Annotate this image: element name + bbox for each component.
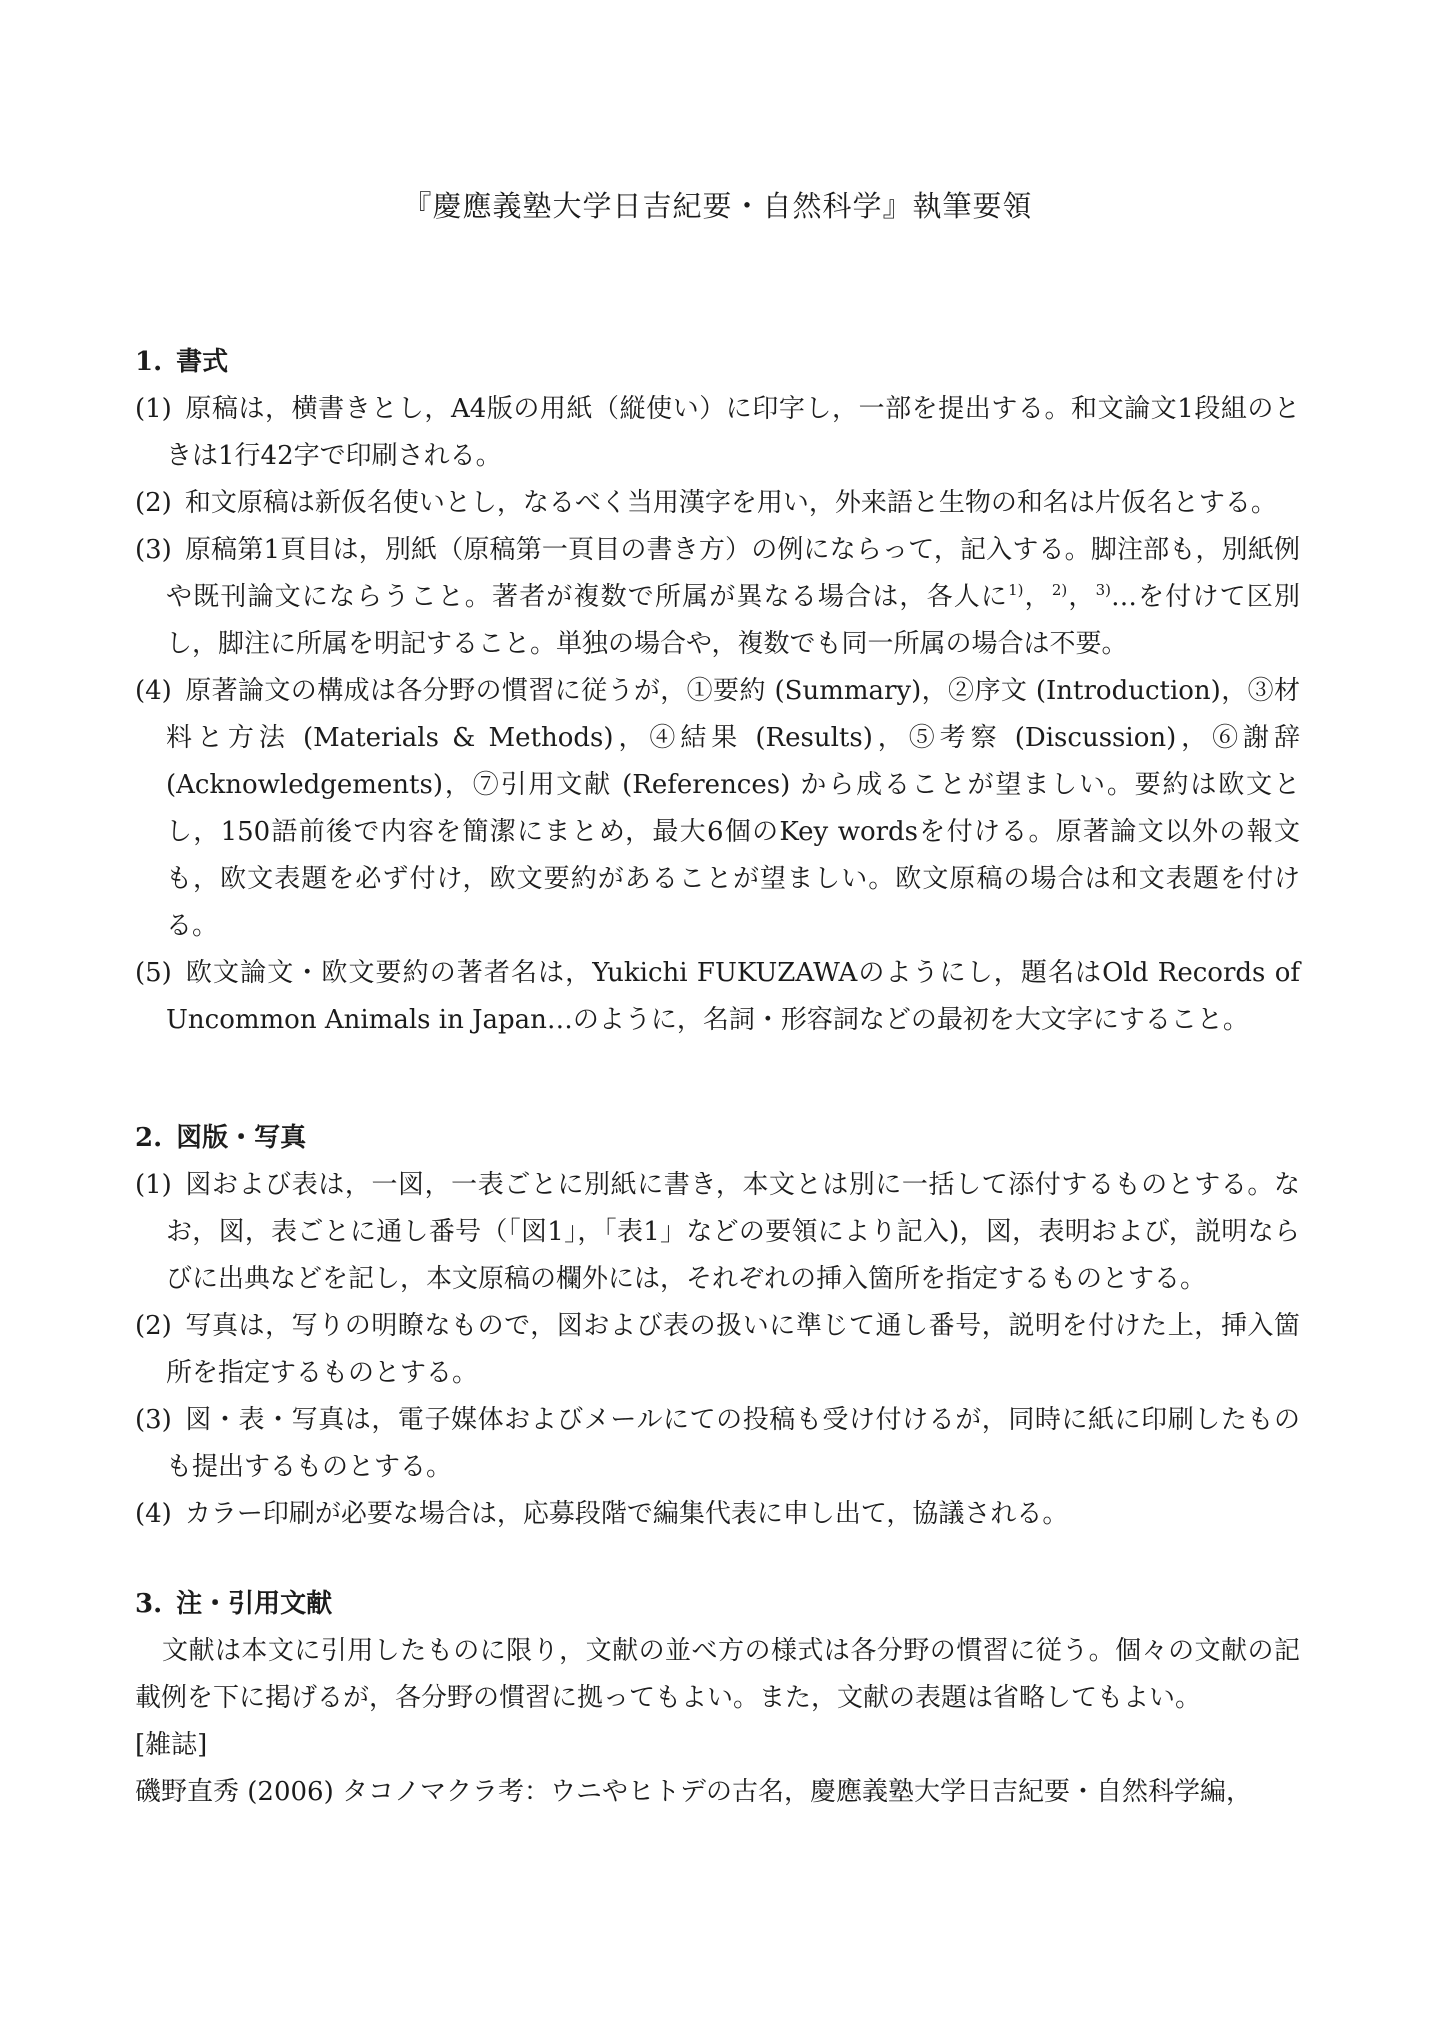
list-item	[135, 1303, 1300, 1397]
item-text: 欧文論文・欧文要約の著者名は，Yukichi FUKUZAWAのようにし，題名はOld Records of Uncommon Animals in Japan…のように，名詞・形容詞などの最初を大文字にすること。	[166, 958, 1300, 1035]
item-marker: (3)	[135, 1405, 172, 1435]
item-marker: (1)	[135, 394, 172, 424]
section-title: 図版・写真	[176, 1123, 307, 1153]
list-item	[135, 480, 1300, 527]
section-heading	[135, 1114, 1300, 1162]
footnote-superscript: 2)	[1051, 581, 1068, 599]
section-number: 3.	[135, 1589, 163, 1619]
section-title: 注・引用文献	[176, 1589, 333, 1619]
item-marker: (2)	[135, 488, 172, 518]
list-item	[135, 1491, 1300, 1538]
section-number: 1.	[135, 347, 163, 377]
item-marker: (5)	[135, 958, 172, 988]
list-item	[135, 1162, 1300, 1303]
section-format	[135, 338, 1300, 1044]
item-text: ，	[1067, 582, 1096, 612]
document-title: 『慶應義塾大学日吉紀要・自然科学』執筆要領	[402, 189, 1033, 223]
item-text: 原稿は，横書きとし，A4版の用紙（縦使い）に印字し，一部を提出する。和文論文1段組のときは1行42字で印刷される。	[166, 394, 1300, 471]
list-item	[135, 386, 1300, 480]
item-text: 和文原稿は新仮名使いとし，なるべく当用漢字を用い，外来語と生物の和名は片仮名とする。	[184, 488, 1277, 518]
footnote-superscript: 3)	[1095, 581, 1111, 599]
item-text: 写真は，写りの明瞭なもので，図および表の扱いに準じて通し番号，説明を付けた上，挿入箇所を指定するものとする。	[166, 1311, 1300, 1388]
item-text: …を付けて区別し，脚注に所属を明記すること。単独の場合や，複数でも同一所属の場合は不要。	[166, 582, 1300, 659]
section-figures-photos	[135, 1114, 1300, 1538]
item-marker: (4)	[135, 676, 172, 706]
section-notes-references	[135, 1580, 1300, 1816]
list-item	[135, 527, 1300, 668]
item-text: 図・表・写真は，電子媒体およびメールにての投稿も受け付けるが，同時に紙に印刷したものも提出するものとする。	[166, 1405, 1300, 1482]
footnote-superscript: 1)	[1008, 581, 1024, 599]
section-number: 2.	[135, 1123, 163, 1153]
list-item	[135, 950, 1300, 1044]
item-marker: (1)	[135, 1170, 172, 1200]
references-intro-paragraph: 文献は本文に引用したものに限り，文献の並べ方の様式は各分野の慣習に従う。個々の文献の記載例を下に掲げるが，各分野の慣習に拠ってもよい。また，文献の表題は省略してもよい。	[135, 1636, 1300, 1713]
item-marker: (4)	[135, 1499, 172, 1529]
journal-category-label: [雑誌]	[135, 1730, 208, 1760]
item-marker: (3)	[135, 535, 172, 565]
item-text: 原稿第1頁目は，別紙（原稿第一頁目の書き方）の例にならって，記入する。脚注部も，別紙例や既刊論文にならうこと。著者が複数で所属が異なる場合は，各人に	[166, 535, 1300, 612]
reference-entry: 磯野直秀 (2006) タコノマクラ考：ウニやヒトデの古名，慶應義塾大学日吉紀要・自然科学編，	[135, 1777, 1252, 1807]
section-heading	[135, 1580, 1300, 1628]
item-text: カラー印刷が必要な場合は，応募段階で編集代表に申し出て，協議される。	[184, 1499, 1069, 1529]
item-marker: (2)	[135, 1311, 172, 1341]
item-text: 図および表は，一図，一表ごとに別紙に書き，本文とは別に一括して添付するものとする。なお，図，表ごとに通し番号（「図1」，「表1」などの要領により記入)，図，表明および，説明ならびに出典などを記し，本文原稿の欄外には，それぞれの挿入箇所を指定するものとする。	[166, 1170, 1300, 1294]
list-item	[135, 668, 1300, 950]
item-text: ，	[1023, 582, 1052, 612]
list-item	[135, 1397, 1300, 1491]
section-title: 書式	[176, 347, 229, 377]
item-text: 原著論文の構成は各分野の慣習に従うが，①要約 (Summary)，②序文 (Introduction)，③材料と方法 (Materials & Methods)，④結果 (Results)，⑤考察 (Discussion)，⑥謝辞 (Acknowledgements)，⑦引用文献 (References) から成ることが望ましい。要約は欧文とし，150語前後で内容を簡潔にまとめ，最大6個のKey wordsを付ける。原著論文以外の報文も，欧文表題を必ず付け，欧文要約があることが望ましい。欧文原稿の場合は和文表題を付ける。	[166, 676, 1300, 941]
section-heading	[135, 338, 1300, 386]
